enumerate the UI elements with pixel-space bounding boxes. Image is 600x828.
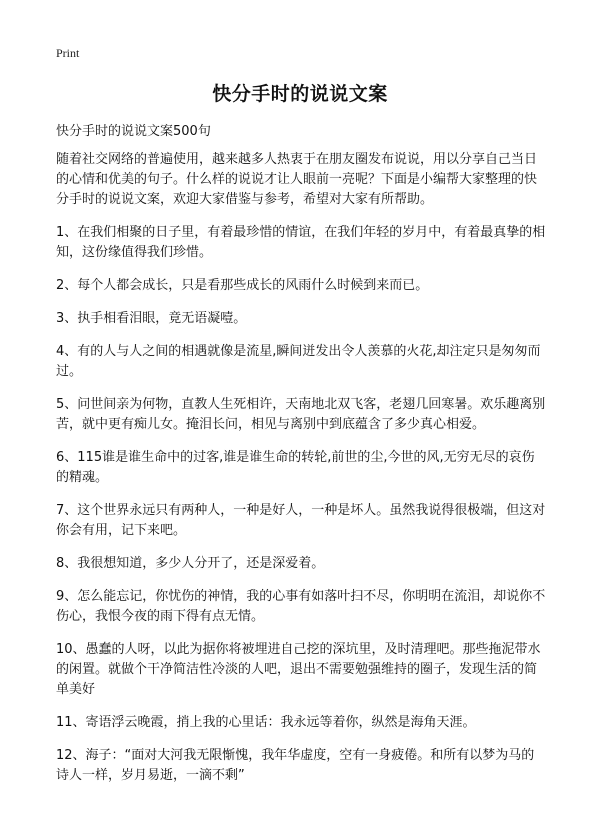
list-item: 6、115谁是谁生命中的过客,谁是谁生命的转轮,前世的尘,今世的风,无穷无尽的哀伤的精魂。 (56, 450, 535, 485)
list-item: 11、寄语浮云晚霞，捎上我的心里话：我永远等着你，纵然是海角天涯。 (56, 715, 476, 730)
document-body (56, 150, 546, 799)
list-item: 7、这个世界永远只有两种人，一种是好人，一种是坏人。虽然我说得很极端，但这对你会有用，记下来吧。 (56, 503, 546, 538)
list-item: 3、执手相看泪眼，竟无语凝噎。 (56, 311, 247, 326)
list-item: 2、每个人都会成长，只是看那些成长的风雨什么时候到来而已。 (56, 278, 429, 293)
list-item: 1、在我们相聚的日子里，有着最珍惜的情谊，在我们年轻的岁月中，有着最真挚的相知，这份缘值得我们珍惜。 (56, 225, 546, 260)
print-link[interactable]: Print (56, 46, 80, 60)
document-subtitle: 快分手时的说说文案500句 (56, 124, 211, 139)
list-item: 10、愚蠢的人呀，以此为据你将被埋进自己挖的深坑里，及时清理吧。那些拖泥带水的闲置。就做个干净简洁性冷淡的人吧，退出不需要勉强维持的圈子，发现生活的简单美好 (56, 642, 541, 697)
list-item: 12、海子：“面对大河我无限惭愧，我年华虚度，空有一身疲倦。和所有以梦为马的诗人一样，岁月易逝，一滴不剩” (56, 748, 535, 783)
page-title: 快分手时的说说文案 (212, 83, 388, 105)
list-item: 8、我很想知道，多少人分开了，还是深爱着。 (56, 556, 325, 571)
intro-paragraph: 随着社交网络的普遍使用，越来越多人热衷于在朋友圈发布说说，用以分享自己当日的心情和优美的句子。什么样的说说才让人眼前一亮呢？下面是小编帮大家整理的快分手时的说说文案，欢迎大家借鉴与参考，希望对大家有所帮助。 (56, 152, 538, 207)
list-item: 4、有的人与人之间的相遇就像是流星,瞬间迸发出令人羡慕的火花,却注定只是匆匆而过。 (56, 344, 541, 379)
list-item: 5、问世间亲为何物，直教人生死相许，天南地北双飞客，老翅几回寒暑。欢乐趣离别苦，就中更有痴儿女。掩泪长问，相见与离别中到底蕴含了多少真心相爱。 (56, 397, 546, 432)
list-item: 9、怎么能忘记，你忧伤的神情，我的心事有如落叶扫不尽，你明明在流泪，却说你不伤心，我恨今夜的雨下得有点无情。 (56, 589, 546, 624)
